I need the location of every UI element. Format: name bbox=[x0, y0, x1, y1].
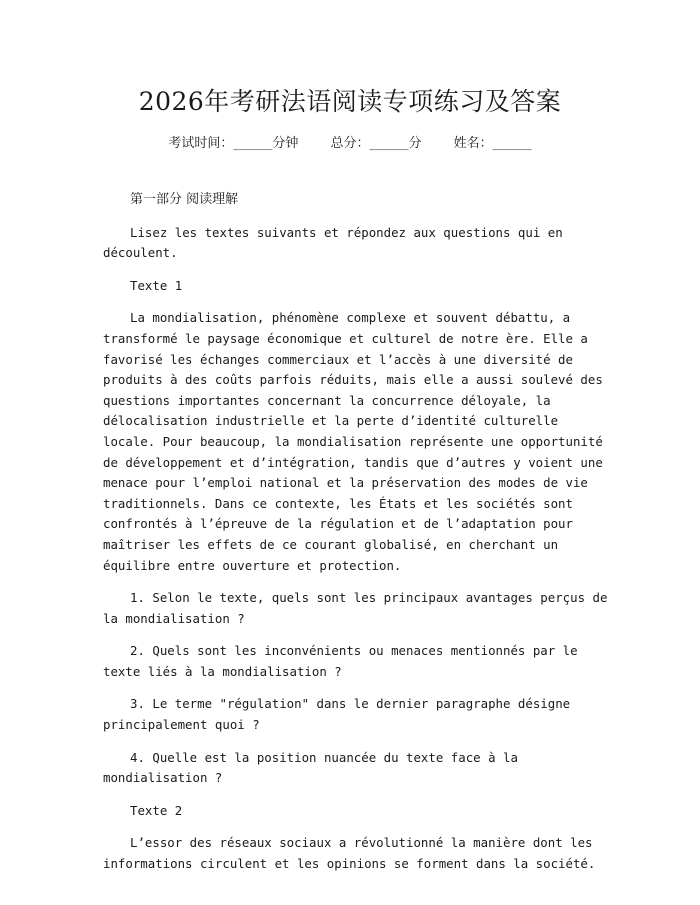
exam-meta bbox=[0, 132, 700, 151]
texte-1-paragraph: La mondialisation, phénomène complexe et souvent débattu, a transformé le paysage économique et culturel de notre ère. Elle a favorisé les échanges commerciaux et l’accès à une diversité de produits à des coûts parfois réduits, mais elle a aussi soulevé des questions importantes concernant la concurrence déloyale, la délocalisation industrielle et la perte d’identité culturelle locale. Pour beaucoup, la mondialisation représente une opportunité de développement et d’intégration, tandis que d’autres y voient une menace pour l’emploi national et la préservation des modes de vie traditionnels. Dans ce contexte, les États et les sociétés sont confrontés à l’épreuve de la régulation et de l’adaptation pour maîtriser les effets de ce courant globalisé, en cherchant un équilibre entre ouverture et protection. bbox=[103, 310, 603, 573]
question-item: 1. Selon le texte, quels sont les principaux avantages perçus de la mondialisation ? bbox=[103, 590, 608, 626]
document-body bbox=[103, 190, 608, 887]
texte-2-paragraph: L’essor des réseaux sociaux a révolutionné la manière dont les informations circulent et les opinions se forment dans la société. bbox=[103, 835, 596, 872]
exam-score-field: 总分：______分 bbox=[330, 136, 422, 151]
instructions-text: Lisez les textes suivants et répondez aux questions qui en découlent. bbox=[103, 224, 563, 261]
question-item: 3. Le terme "régulation" dans le dernier paragraphe désigne principalement quoi ? bbox=[103, 696, 571, 733]
texte-2-label: Texte 2 bbox=[130, 802, 183, 818]
texte-1-label: Texte 1 bbox=[130, 277, 183, 293]
section-heading: 第一部分 阅读理解 bbox=[130, 192, 239, 207]
student-name-field: 姓名：______ bbox=[453, 136, 532, 151]
exam-time-field: 考试时间：______分钟 bbox=[168, 136, 299, 151]
question-item: 2. Quels sont les inconvénients ou menaces mentionnés par le texte liés à la mondialisation ? bbox=[103, 643, 578, 679]
page-title: 2026年考研法语阅读专项练习及答案 bbox=[138, 87, 562, 116]
question-item: 4. Quelle est la position nuancée du texte face à la mondialisation ? bbox=[103, 749, 518, 786]
